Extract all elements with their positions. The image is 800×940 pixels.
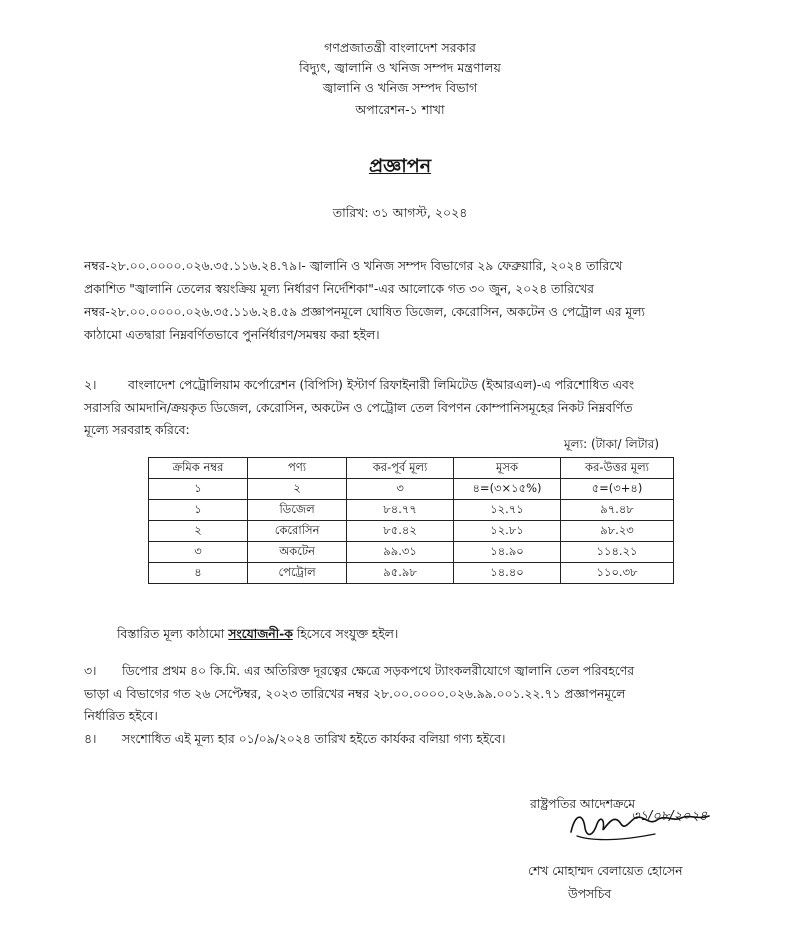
table-cell: ২ <box>149 521 248 542</box>
table-cell: ৯৭.৪৮ <box>561 500 674 521</box>
para3-line2: ভাড়া এ বিভাগের গত ২৬ সেপ্টেম্বর, ২০২৩ তারিখের নম্বর ২৮.০০.০০০০.০২৬.৯৯.০০১.২২.৭১ প্রজ্ঞাপনমূলে <box>84 687 626 701</box>
col-vat-header: মূসক <box>453 458 560 479</box>
notification-date: তারিখ: ৩১ আগস্ট, ২০২৪ <box>332 205 468 220</box>
para3-line1: ডিপোর প্রথম ৪০ কি.মি. এর অতিরিক্ত দূরত্বের ক্ষেত্রে সড়কপথে ট্যাংকলরীযোগে জ্বালানি তেল পরিবহণের <box>122 664 634 678</box>
table-cell: ডিজেল <box>247 500 346 521</box>
division-name: জ্বালানি ও খনিজ সম্পদ বিভাগ <box>322 80 478 95</box>
para2-line2: সরাসরি আমদানি/ক্রয়কৃত ডিজেল, কেরোসিন, অকটেন ও পেট্রোল তেল বিপণন কোম্পানিসমূহের নিকট নিম্নবর্ণিত <box>84 401 633 415</box>
para3-line3: নির্ধারিত হইবে। <box>84 709 158 723</box>
handwritten-signature <box>565 800 715 848</box>
table-row-octane <box>149 542 674 563</box>
by-order-of-president: রাষ্ট্রপতির আদেশক্রমে <box>530 797 636 811</box>
table-cell: কেরোসিন <box>247 521 346 542</box>
table-cell: ১২.৭১ <box>453 500 560 521</box>
table-cell: ৯৫.৯৮ <box>347 563 454 584</box>
table-header-row <box>149 458 674 479</box>
para2-number: ২। <box>84 378 97 392</box>
para3-number: ৩। <box>84 664 97 678</box>
para1-line3: নম্বর-২৮.০০.০০০০.০২৬.৩৫.১১৬.২৪.৫৯ প্রজ্ঞাপনমূলে ঘোষিত ডিজেল, কেরোসিন, অকটেন ও পেট্রোল এর মূল্য <box>84 305 645 319</box>
table-cell: ৩ <box>347 479 454 500</box>
col-posttax-header: কর-উত্তর মূল্য <box>561 458 674 479</box>
table-row-kerosene <box>149 521 674 542</box>
price-table <box>148 457 674 584</box>
table-cell: ১১০.৩৮ <box>561 563 674 584</box>
col-serial-header: ক্রমিক নম্বর <box>149 458 248 479</box>
ministry-name: বিদ্যুৎ, জ্বালানি ও খনিজ সম্পদ মন্ত্রণালয় <box>299 60 501 75</box>
table-cell: ১১৪.২১ <box>561 542 674 563</box>
table-cell: ৯৮.২৩ <box>561 521 674 542</box>
price-unit: মূল্য: (টাকা/ লিটার) <box>564 437 660 451</box>
page-title: প্রজ্ঞাপন <box>368 155 432 177</box>
para1-line2: প্রকাশিত "জ্বালানি তেলের স্বয়ংক্রিয় মূল্য নির্ধারণ নির্দেশিকা"-এর আলোকে গত ৩০ জুন, ২০২৪ তারিখের <box>84 282 594 296</box>
annex-reference: সংযোজনী-ক <box>228 627 293 641</box>
para4-text: সংশোধিত এই মূল্য হার ০১/০৯/২০২৪ তারিখ হইতে কার্যকর বলিয়া গণ্য হইবে। <box>122 732 506 746</box>
table-cell: ১২.৮১ <box>453 521 560 542</box>
para2-line1: বাংলাদেশ পেট্রোলিয়াম কর্পোরেশন (বিপিসি) ইস্টার্ণ রিফাইনারী লিমিটেড (ইআরএল)-এ পরিশোধিত এবং <box>128 378 635 392</box>
table-cell: পেট্রোল <box>247 563 346 584</box>
annex-note <box>117 624 398 644</box>
table-cell: অকটেন <box>247 542 346 563</box>
table-index-row <box>149 479 674 500</box>
handwritten-date: ৩১/০৮/২০২৪ <box>631 809 708 824</box>
govt-name: গণপ্রজাতন্ত্রী বাংলাদেশ সরকার <box>324 40 476 55</box>
table-cell: ১ <box>149 479 248 500</box>
para2-line3: মূল্যে সরবরাহ করিবে: <box>84 423 190 437</box>
table-cell: ২ <box>247 479 346 500</box>
branch-name: অপারেশন-১ শাখা <box>355 102 445 117</box>
para1-line1: নম্বর-২৮.০০.০০০০.০২৬.৩৫.১১৬.২৪.৭৯।- জ্বালানি ও খনিজ সম্পদ বিভাগের ২৯ ফেব্রুয়ারি, ২০২৪ তারিখে <box>84 259 623 273</box>
table-cell: ৪=(৩×১৫%) <box>453 479 560 500</box>
table-cell: ৯৯.৩১ <box>347 542 454 563</box>
table-cell: ১ <box>149 500 248 521</box>
annex-note-before: বিস্তারিত মূল্য কাঠামো <box>117 627 229 641</box>
table-row-petrol <box>149 563 674 584</box>
annex-note-after: হিসেবে সংযুক্ত হইল। <box>292 627 399 641</box>
table-cell: ১৪.৯০ <box>453 542 560 563</box>
signatory-designation: উপসচিব <box>568 887 612 901</box>
table-row-diesel <box>149 500 674 521</box>
signatory-name: শেখ মোহাম্মদ বেলায়েত হোসেন <box>528 864 683 878</box>
table-cell: ১৪.৪০ <box>453 563 560 584</box>
table-cell: ৩ <box>149 542 248 563</box>
table-cell: ৮৫.৪২ <box>347 521 454 542</box>
table-cell: ৪ <box>149 563 248 584</box>
col-pretax-header: কর-পূর্ব মূল্য <box>347 458 454 479</box>
para4-number: ৪। <box>84 732 97 746</box>
col-product-header: পণ্য <box>247 458 346 479</box>
para1-line4: কাঠামো এতদ্বারা নিম্নবর্ণিতভাবে পুনর্নির্ধারণ/সমন্বয় করা হইল। <box>84 328 380 342</box>
table-cell: ৮৪.৭৭ <box>347 500 454 521</box>
table-cell: ৫=(৩+৪) <box>561 479 674 500</box>
